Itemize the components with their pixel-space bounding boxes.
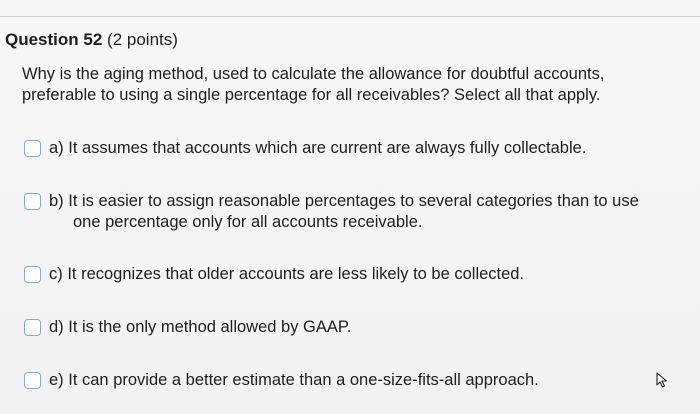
option-d[interactable] — [24, 317, 351, 338]
question-number: Question 52 — [5, 30, 103, 49]
prompt-line-2: preferable to using a single percentage for all receivables? Select all that apply. — [22, 86, 601, 104]
option-e[interactable] — [24, 370, 539, 391]
option-c[interactable] — [24, 264, 524, 285]
option-c-label: c) It recognizes that older accounts are less likely to be collected. — [49, 265, 525, 283]
question-points: (2 points) — [107, 30, 178, 49]
option-b-line-2: one percentage only for all accounts receivable. — [73, 213, 423, 231]
mouse-pointer-icon — [656, 372, 670, 388]
question-prompt — [22, 64, 682, 106]
checkbox-c[interactable] — [24, 266, 41, 283]
option-b-line-1: b) It is easier to assign reasonable percentages to several categories than to use — [49, 192, 639, 210]
checkbox-a[interactable] — [24, 140, 41, 157]
option-b[interactable] — [24, 191, 639, 233]
divider — [0, 16, 700, 17]
option-d-label: d) It is the only method allowed by GAAP. — [49, 318, 352, 336]
question-title — [5, 30, 178, 50]
option-a-label: a) It assumes that accounts which are current are always fully collectable. — [49, 139, 587, 157]
prompt-line-1: Why is the aging method, used to calculate the allowance for doubtful accounts, — [22, 65, 605, 83]
option-e-label: e) It can provide a better estimate than a one-size-fits-all approach. — [49, 371, 539, 389]
option-b-label — [49, 191, 639, 233]
checkbox-b[interactable] — [24, 193, 41, 210]
option-a[interactable] — [24, 138, 586, 159]
checkbox-e[interactable] — [24, 372, 41, 389]
checkbox-d[interactable] — [24, 319, 41, 336]
